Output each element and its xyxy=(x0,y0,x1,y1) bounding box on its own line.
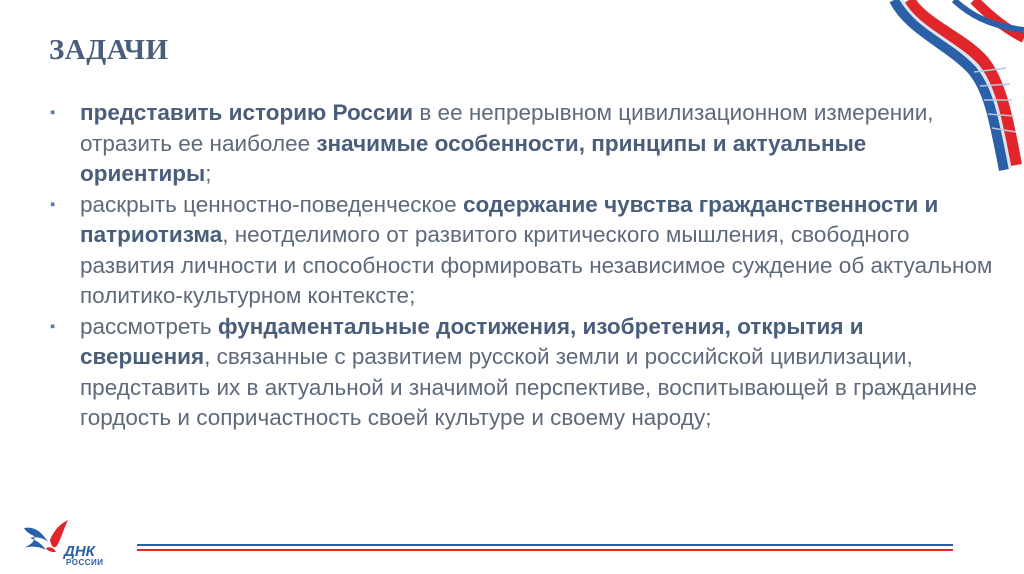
body-text: , неотделимого от развитого критического мышления, свободного развития личности и способности формировать независимое суждение об актуальном политико-культурном контексте; xyxy=(80,222,993,308)
body-text: ; xyxy=(205,161,212,186)
logo-line-1: ДНК xyxy=(64,543,95,560)
bullet-icon: ▪ xyxy=(50,317,56,335)
bird-emblem-icon xyxy=(22,518,70,560)
emphasis-text: значимые особенности, принципы и актуальные ориентиры xyxy=(80,130,867,186)
footer-line-blue xyxy=(137,544,953,546)
emphasis-text: представить историю России xyxy=(80,100,414,125)
body-text: , связанные с развитием русской земли и российской цивилизации, представить их в актуальной и значимой перспективе, воспитывающей в гражданине гордость и сопричастность своей культуре и своему народу; xyxy=(80,344,977,430)
body-text: в ее непрерывном цивилизационном измерении, отразить ее наиболее xyxy=(80,100,934,156)
footer-line-red xyxy=(137,549,953,551)
task-list xyxy=(48,98,998,434)
bullet-icon: ▪ xyxy=(50,104,56,121)
task-item xyxy=(48,312,998,434)
body-text: раскрыть ценностно-поведенческое xyxy=(80,191,463,217)
emphasis-text: фундаментальные достижения, изобретения, открытия и свершения xyxy=(80,313,864,369)
task-item xyxy=(48,190,998,312)
body-text: рассмотреть xyxy=(80,313,218,339)
logo-line-2: РОССИИ xyxy=(66,558,104,567)
bullet-icon: ▪ xyxy=(50,195,56,213)
slide-title: ЗАДАЧИ xyxy=(49,34,169,66)
footer-divider xyxy=(137,544,953,554)
dnk-rossii-logo xyxy=(22,518,132,568)
task-item xyxy=(48,98,998,190)
emphasis-text: содержание чувства гражданственности и патриотизма xyxy=(80,191,939,247)
